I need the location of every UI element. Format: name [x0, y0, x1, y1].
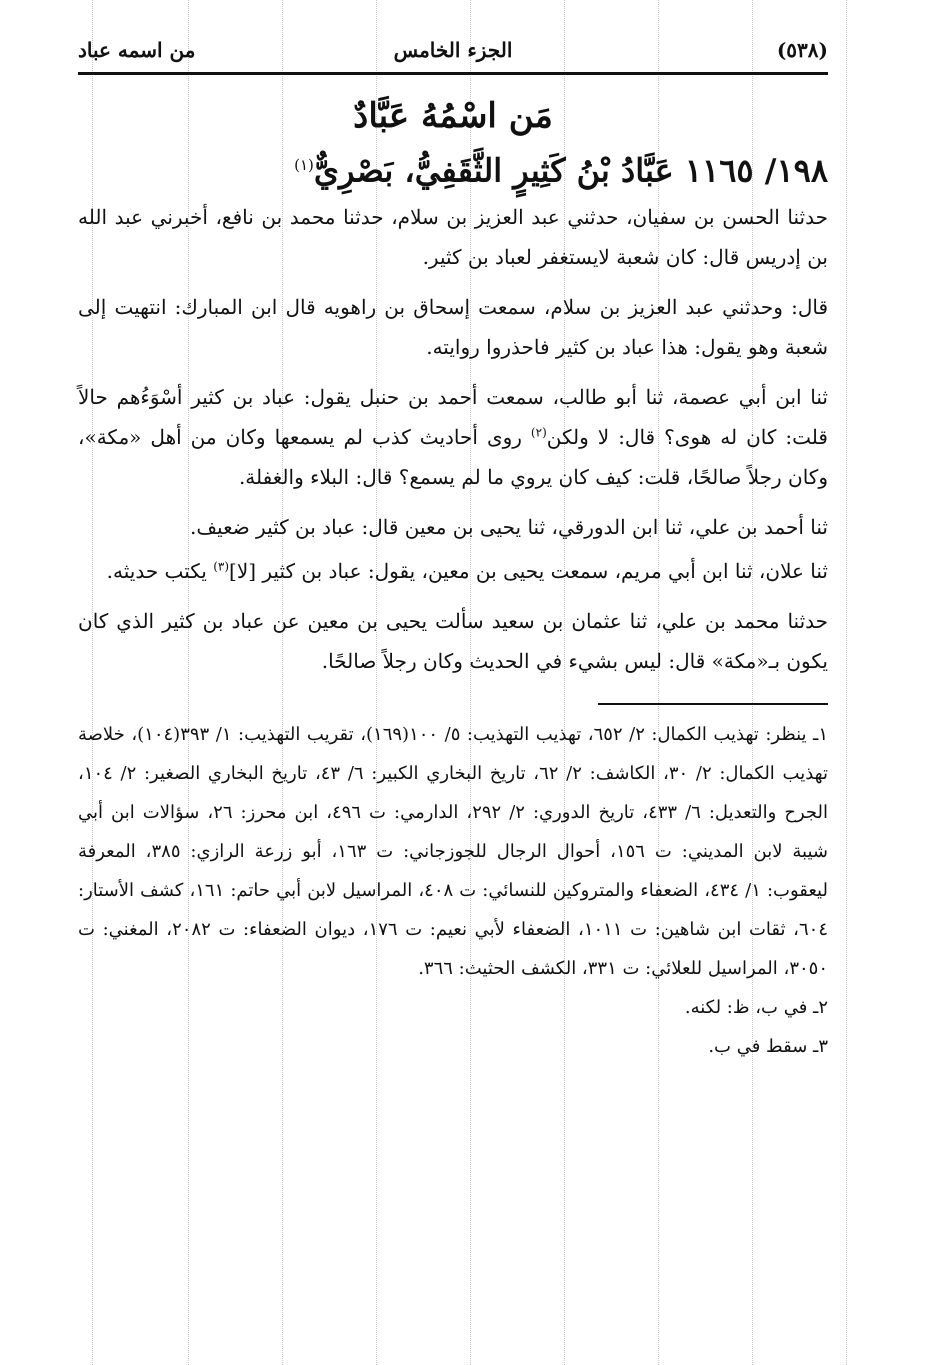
paragraph-text: ثنا ابن أبي عصمة، ثنا أبو طالب، سمعت أحمد بن حنبل يقول: عباد بن كثير أسْوَءُهم حالاً قلت: كان له هوى؟ قال: لا ولكن: [78, 385, 828, 449]
paragraph-text: حدثنا محمد بن علي، ثنا عثمان بن سعيد سألت يحيى بن معين عن عباد بن كثير الذي كان يكون بـ«مكة» قال: ليس بشيء في الحديث وكان رجلاً صالحًا.: [78, 609, 828, 673]
paragraph: [78, 547, 828, 591]
footnote: ١ـ ينظر: تهذيب الكمال: ٢/ ٦٥٢، تهذيب التهذيب: ٥/ ١٠٠(١٦٩)، تقريب التهذيب: ١/ ٣٩٣(١٠٤)، خلاصة تهذيب الكمال: ٢/ ٣٠، الكاشف: ٢/ ٦٢، تاريخ البخاري الكبير: ٦/ ٤٣، تاريخ البخاري الصغير: ٢/ ١٠٤، الجرح والتعديل: ٦/ ٤٣٣، تاريخ الدوري: ٢/ ٢٩٢، الدارمي: ت ٤٩٦، ابن محرز: ٢٦، سؤالات ابن أبي شيبة لابن المديني: ت ١٥٦، أحوال الرجال للجوزجاني: ت ١٦٣، أبو زرعة الرازي: ٣٨٥، المعرفة ليعقوب: ١/ ٤٣٤، الضعفاء والمتروكين للنسائي: ت ٤٠٨، المراسيل لابن أبي حاتم: ١٦١، كشف الأستار: ٦٠٤، ثقات ابن شاهين: ت ١٠١١، الضعفاء لأبي نعيم: ت ١٧٦، ديوان الضعفاء: ت ٢٠٨٢، المغني: ت ٣٠٥٠، المراسيل للعلائي: ت ٣٣١، الكشف الحثيث: ٣٦٦.: [78, 724, 829, 979]
paragraph-text: ثنا أحمد بن علي، ثنا ابن الدورقي، ثنا يحيى بن معين قال: عباد بن كثير ضعيف.: [189, 515, 828, 539]
volume-label: الجزء الخامس: [393, 38, 513, 62]
footnote-ref: (١): [294, 156, 314, 174]
running-header: [78, 28, 828, 75]
book-page: [78, 28, 828, 1066]
footnote-ref: (٣): [213, 559, 230, 574]
entry-title-text: ١٩٨/ ١١٦٥ عَبَّادُ بْنُ كَثِيرٍ الثَّقَفِيُّ، بَصْرِيٌّ: [313, 151, 828, 190]
paragraph-text: يكتب حديثه.: [106, 559, 214, 583]
paragraph-text: ثنا علان، ثنا ابن أبي مريم، سمعت يحيى بن معين، يقول: عباد بن كثير [لا]: [229, 559, 828, 583]
paragraph: [78, 367, 828, 497]
footnote: ٢ـ في ب، ظ: لكنه.: [684, 997, 828, 1018]
entry-title: [78, 139, 828, 191]
paragraph: [78, 497, 828, 547]
paragraph-text: حدثنا الحسن بن سفيان، حدثني عبد العزيز بن سلام، حدثنا محمد بن نافع، أخبرني عبد الله بن إدريس قال: كان شعبة لايستغفر لعباد بن كثير.: [78, 205, 828, 269]
footnote: ٣ـ سقط في ب.: [708, 1036, 828, 1057]
footnote-ref: (٢): [530, 425, 547, 440]
paragraph: [78, 591, 828, 681]
paragraph: [78, 277, 828, 367]
footnotes: [78, 715, 828, 1066]
paragraph: [78, 191, 828, 277]
section-title: مَن اسْمُهُ عَبَّادٌ: [353, 96, 553, 136]
paragraph-text: قال: وحدثني عبد العزيز بن سلام، سمعت إسحاق بن راهويه قال ابن المبارك: انتهيت إلى شعبة وهو يقول: هذا عباد بن كثير فاحذروا روايته.: [78, 295, 828, 359]
section-running-title: من اسمه عباد: [78, 38, 196, 62]
paragraph-text: روى أحاديث كذب لم يسمعها وكان من أهل «مكة»، وكان رجلاً صالحًا، قلت: كيف كان يروي ما لم يسمع؟ قال: البلاء والغفلة.: [78, 425, 828, 489]
guide-line: [846, 0, 847, 1365]
footnote-separator: [598, 703, 828, 705]
page-number: (٥٣٨): [776, 38, 828, 62]
